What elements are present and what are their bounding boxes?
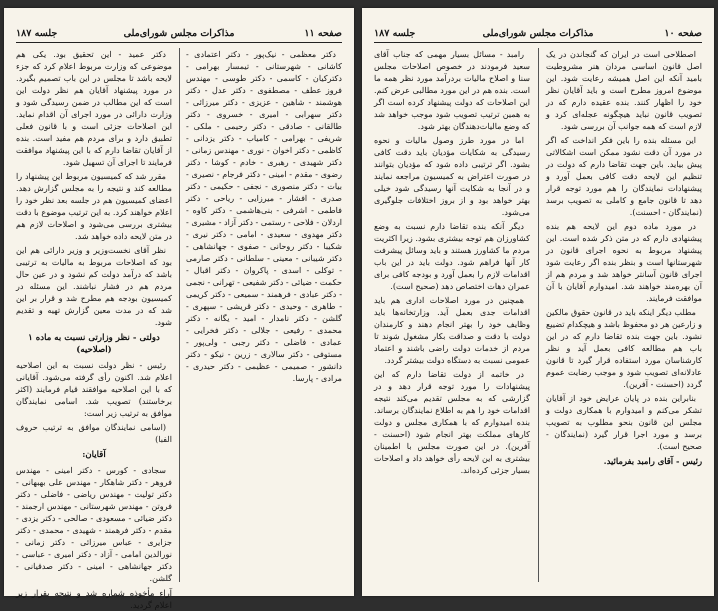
paragraph: مطلب دیگر اینکه باید در قانون حقوق مالکین و زارعین هر دو محفوظ باشد و هیچکدام تضییع نشود. باین جهت بنده تقاضا دارم که در این باب هم مطالعه کافی بعمل آید و نظر کارشناسان مورد استفاده قرار گیرد تا قانون عادلانه‌ای تصویب شود و موجب رضایت عموم گردد (احسنت - آفرین).: [546, 307, 702, 389]
signature-list: سجادی - کورس - دکتر امینی - مهندس فروهر - دکتر شاهکار - مهندس علی بهبهانی - دکتر تولیت - مهندس ریاضی - فاضلی - دکتر فروتن - مهندس شهرستانی - مهندس ارجمند - دکتر ضیائی - مسعودی - صالحی - دکتر یزدی - مقدم - دکتر فرهمند - شهیدی - محمدی - دکتر جزایری - عباس میرزائی - دکتر زمانی - نورالدین امامی - آزاد - دکتر امیری - عباسی - دکتر جهانشاهی - امینی - دکتر صدقیانی - گلشن.: [16, 465, 172, 583]
paragraph: اصطلاحی است در ایران که گنجاندن در یک اصل قانون اساسی مردان هنر مشروطیت بامید آنکه این اصل همیشه رعایت شود. این موضوع امروز مطرح است و باید آقایان نظر خود را اظهار کنند. بنده عقیده دارم که در تصویب قانون نباید هیچگونه عجله‌ای کرد و لازم است که همه جوانب آن بررسی شود.: [546, 49, 702, 131]
paragraph: اما در مورد طرز وصول مالیات و نحوه رسیدگی به شکایات مؤدیان باید دقت کافی بشود. اگر ترتیبی داده شود که مؤدیان بتوانند در صورت اعتراض به کمیسیون مراجعه نمایند و در آنجا به شکایت آنها رسیدگی شود خیلی بهتر خواهد بود و از بروز اختلافات جلوگیری می‌شود.: [374, 135, 530, 217]
column-divider: [179, 48, 180, 582]
paragraph: دیگر آنکه بنده تقاضا دارم نسبت به وضع کشاورزان هم توجه بیشتری بشود. زیرا اکثریت مردم ما کشاورز هستند و باید وسائل پیشرفت کار آنها فراهم شود. دولت باید در این باب اقدامات لازم را بعمل آورد و بودجه کافی برای عمران دهات اختصاص دهد (صحیح است).: [374, 221, 530, 291]
speaker-line: رئیس - آقای رامبد بفرمائید.: [603, 456, 702, 466]
page-number: صفحه ۱۱: [304, 28, 342, 39]
signature-heading: آقایان:: [82, 450, 106, 460]
paragraph: در خاتمه از دولت تقاضا دارم که این پیشنهادات را مورد توجه قرار دهد و در گزارشی که به مجلس تقدیم می‌کند نتیجه اقدامات خود را هم به اطلاع نمایندگان برساند. بنده امیدوارم که با همکاری مجلس و دولت کارهای مملکت بهتر انجام شود (احسنت - آفرین). در این صورت مجلس با اطمینان بیشتری به این لایحه رأی خواهد داد و اصلاحات بسیار جزئی کرده‌اند.: [374, 369, 530, 475]
paragraph: نظر آقای نخست‌وزیر و وزیر دارائی هم این بود که اصلاحات مربوط به مالیات به ترتیبی باشد که درآمد دولت کم نشود و در عین حال مردم هم در فشار نباشند. این مسئله در کمیسیون بودجه هم مطرح شد و قرار بر این شد که در مدت معین گزارش تهیه و تقدیم شود.: [16, 245, 172, 327]
text-column-left: [16, 48, 172, 610]
text-column-left: [374, 48, 530, 586]
paragraph: در مورد ماده دوم این لایحه هم بنده پیشنهادی دارم که در متن ذکر شده است. این پیشنهاد مربوط به نحوه اجرای قانون در شهرستانها است و بنظر بنده اگر رعایت شود اجرای قانون آسانتر خواهد شد و مردم هم از آن بهره‌مند خواهند شد. امیدوارم آقایان با آن موافقت فرمایند.: [546, 221, 702, 303]
session-number: جلسه ۱۸۷: [16, 28, 58, 39]
vote-result-text: آراء مأخوذه شماره شد و نتیجه بقرار زیر اعلام گردید.: [16, 588, 172, 610]
page-11: [4, 8, 354, 610]
paragraph: دکتر عمید - این تحقیق بود. یکی هم موضوعی که وزارت مربوط اعلام کرد که جزء لایحه باشد تا مجلس در این باب تصمیم بگیرد. در مورد پیشنهاد آقایان هم نظر دولت این است که این مطالب در ضمن رسیدگی شود و وزارت دارائی در مورد اجرای آن اقدام نماید. این اصلاحات جزئی است و با قانون فعلی تطبیق دارد و برای مردم هم مفید است. بنده از آقایان تقاضا دارم که با این پیشنهاد موافقت فرمایند تا اجرای آن تسهیل شود.: [16, 49, 172, 167]
page-number: صفحه ۱۰: [664, 28, 702, 39]
paragraph: رئیس - نظر دولت نسبت به این اصلاحیه اعلام شد. اکنون رأی گرفته می‌شود. آقایانی که با این اصلاحیه موافقند قیام فرمایند (اکثر برخاستند) تصویب شد. اسامی نمایندگان موافق به ترتیب زیر است:: [16, 360, 172, 418]
paragraph: دکتر معظمی - نیک‌پور - دکتر اعتمادی - کاشانی - شهرستانی - تیمسار بهرامی - دکترکیان - کاسمی - دکتر طوسی - مهندس فروز عطف - مصطفوی - دکتر عدل - دکتر هوشمند - شاهین - عزیزی - دکتر میرزائی - دکتر سهرابی - امیری - خسروی - دکتر طالقانی - صادقی - دکتر رحیمی - ملکی - شریفی - بهرامی - کامیاب - دکتر یزدانی - کاظمی - دکتر اخوان - نوری - مهندس زمانی - دکتر شهیدی - رهبری - خادم - کوشا - دکتر رضوی - مقدم - امینی - دکتر فرجام - نصیری - بیات - دکتر منصوری - نجفی - حکیمی - دکتر صدری - افشار - میرزایی - ریاحی - دکتر فاطمی - اشرفی - بنی‌هاشمی - دکتر کاوه - اردلان - فلاحی - رستمی - دکتر آزاد - مشیری - دکتر مهدوی - سعیدی - امامی - دکتر نیری - شکیبا - دکتر روحانی - صفوی - جهانشاهی - دکتر شیبانی - معینی - سلطانی - دکتر صارمی - توکلی - اسدی - پاکروان - دکتر اقبال - حکمت - ضیائی - دکتر شفیعی - تهرانی - نجمی - دکتر عبادی - فرهمند - سمیعی - دکتر کریمی - طاهری - وحیدی - دکتر قریشی - سپهری - گلشن - دکتر نامدار - امید - یگانه - دکتر محمدی - رفیعی - جلالی - دکتر فخرایی - عمادی - فاضلی - دکتر رجبی - ولی‌پور - مستوفی - دکتر سالاری - زرین - نیکو - دکتر دانشور - صمیمی - عظیمی - دکتر حیدری - مرادی - پارسا.: [186, 49, 342, 383]
paragraph: رامبد - مسائل بسیار مهمی که جناب آقای سعید فرمودند در خصوص اصلاحات مجلس سنا و اصلاح مالیات بردرآمد مورد نظر همه ما است. بنده هم در این مورد مطالبی عرض کنم. این اصلاحات که دولت پیشنهاد کرده است اگر به همین ترتیب تصویب شود موجب خواهد شد که وضع مالیات‌دهندگان بهتر شود.: [374, 49, 530, 131]
running-title: مذاکرات مجلس شورای‌ملی: [482, 28, 594, 39]
page-10: [362, 8, 714, 596]
session-number: جلسه ۱۸۷: [374, 28, 416, 39]
paragraph: مقرر شد که کمیسیون مربوط این پیشنهاد را مطالعه کند و نتیجه را به مجلس گزارش دهد. اعضای کمیسیون هم در جلسه بعد نظر خود را اعلام خواهند کرد. به این ترتیب موضوع با دقت بیشتری بررسی می‌شود و اصلاحات لازم هم در متن لایحه داده خواهد شد.: [16, 171, 172, 241]
text-column-right: [546, 48, 702, 586]
column-divider: [538, 48, 539, 582]
paragraph: بنابراین بنده در پایان عرایض خود از آقایان تشکر می‌کنم و امیدوارم با همکاری دولت و مجلس این قانون بنحو مطلوب به تصویب برسد و مورد اجرا قرار گیرد (نمایندگان - صحیح است).: [546, 393, 702, 451]
paragraph: (اسامی نمایندگان موافق به ترتیب حروف الفبا): [16, 422, 172, 444]
page-header: [374, 28, 702, 43]
text-column-right: [186, 48, 342, 586]
paragraph: همچنین در مورد اصلاحات اداری هم باید اقدامات جدی بعمل آید. وزارتخانه‌ها باید وظایف خود را بهتر انجام دهند و کارمندان دولت با دقت و صداقت بکار مشغول شوند تا مردم از خدمات دولت راضی باشند و اعتماد عمومی نسبت به دستگاه دولت بیشتر گردد.: [374, 295, 530, 365]
running-title: مذاکرات مجلس شورای‌ملی: [123, 28, 235, 39]
page-header: [16, 28, 342, 43]
section-title: دولتی - نظر وزارتی نسبت به ماده ۱ (اصلاحیه): [28, 333, 160, 355]
paragraph: این مسئله بنده را باین فکر انداخت که اگر در مورد آن دقت نشود ممکن است اشکالاتی پیش بیاید. باین جهت تقاضا دارم که دولت در تنظیم این لایحه دقت کافی بعمل آورد و پیشنهادات نمایندگان را هم مورد توجه قرار دهد تا قانون جامع و کاملی به تصویب برسد (نمایندگان - احسنت).: [546, 135, 702, 217]
